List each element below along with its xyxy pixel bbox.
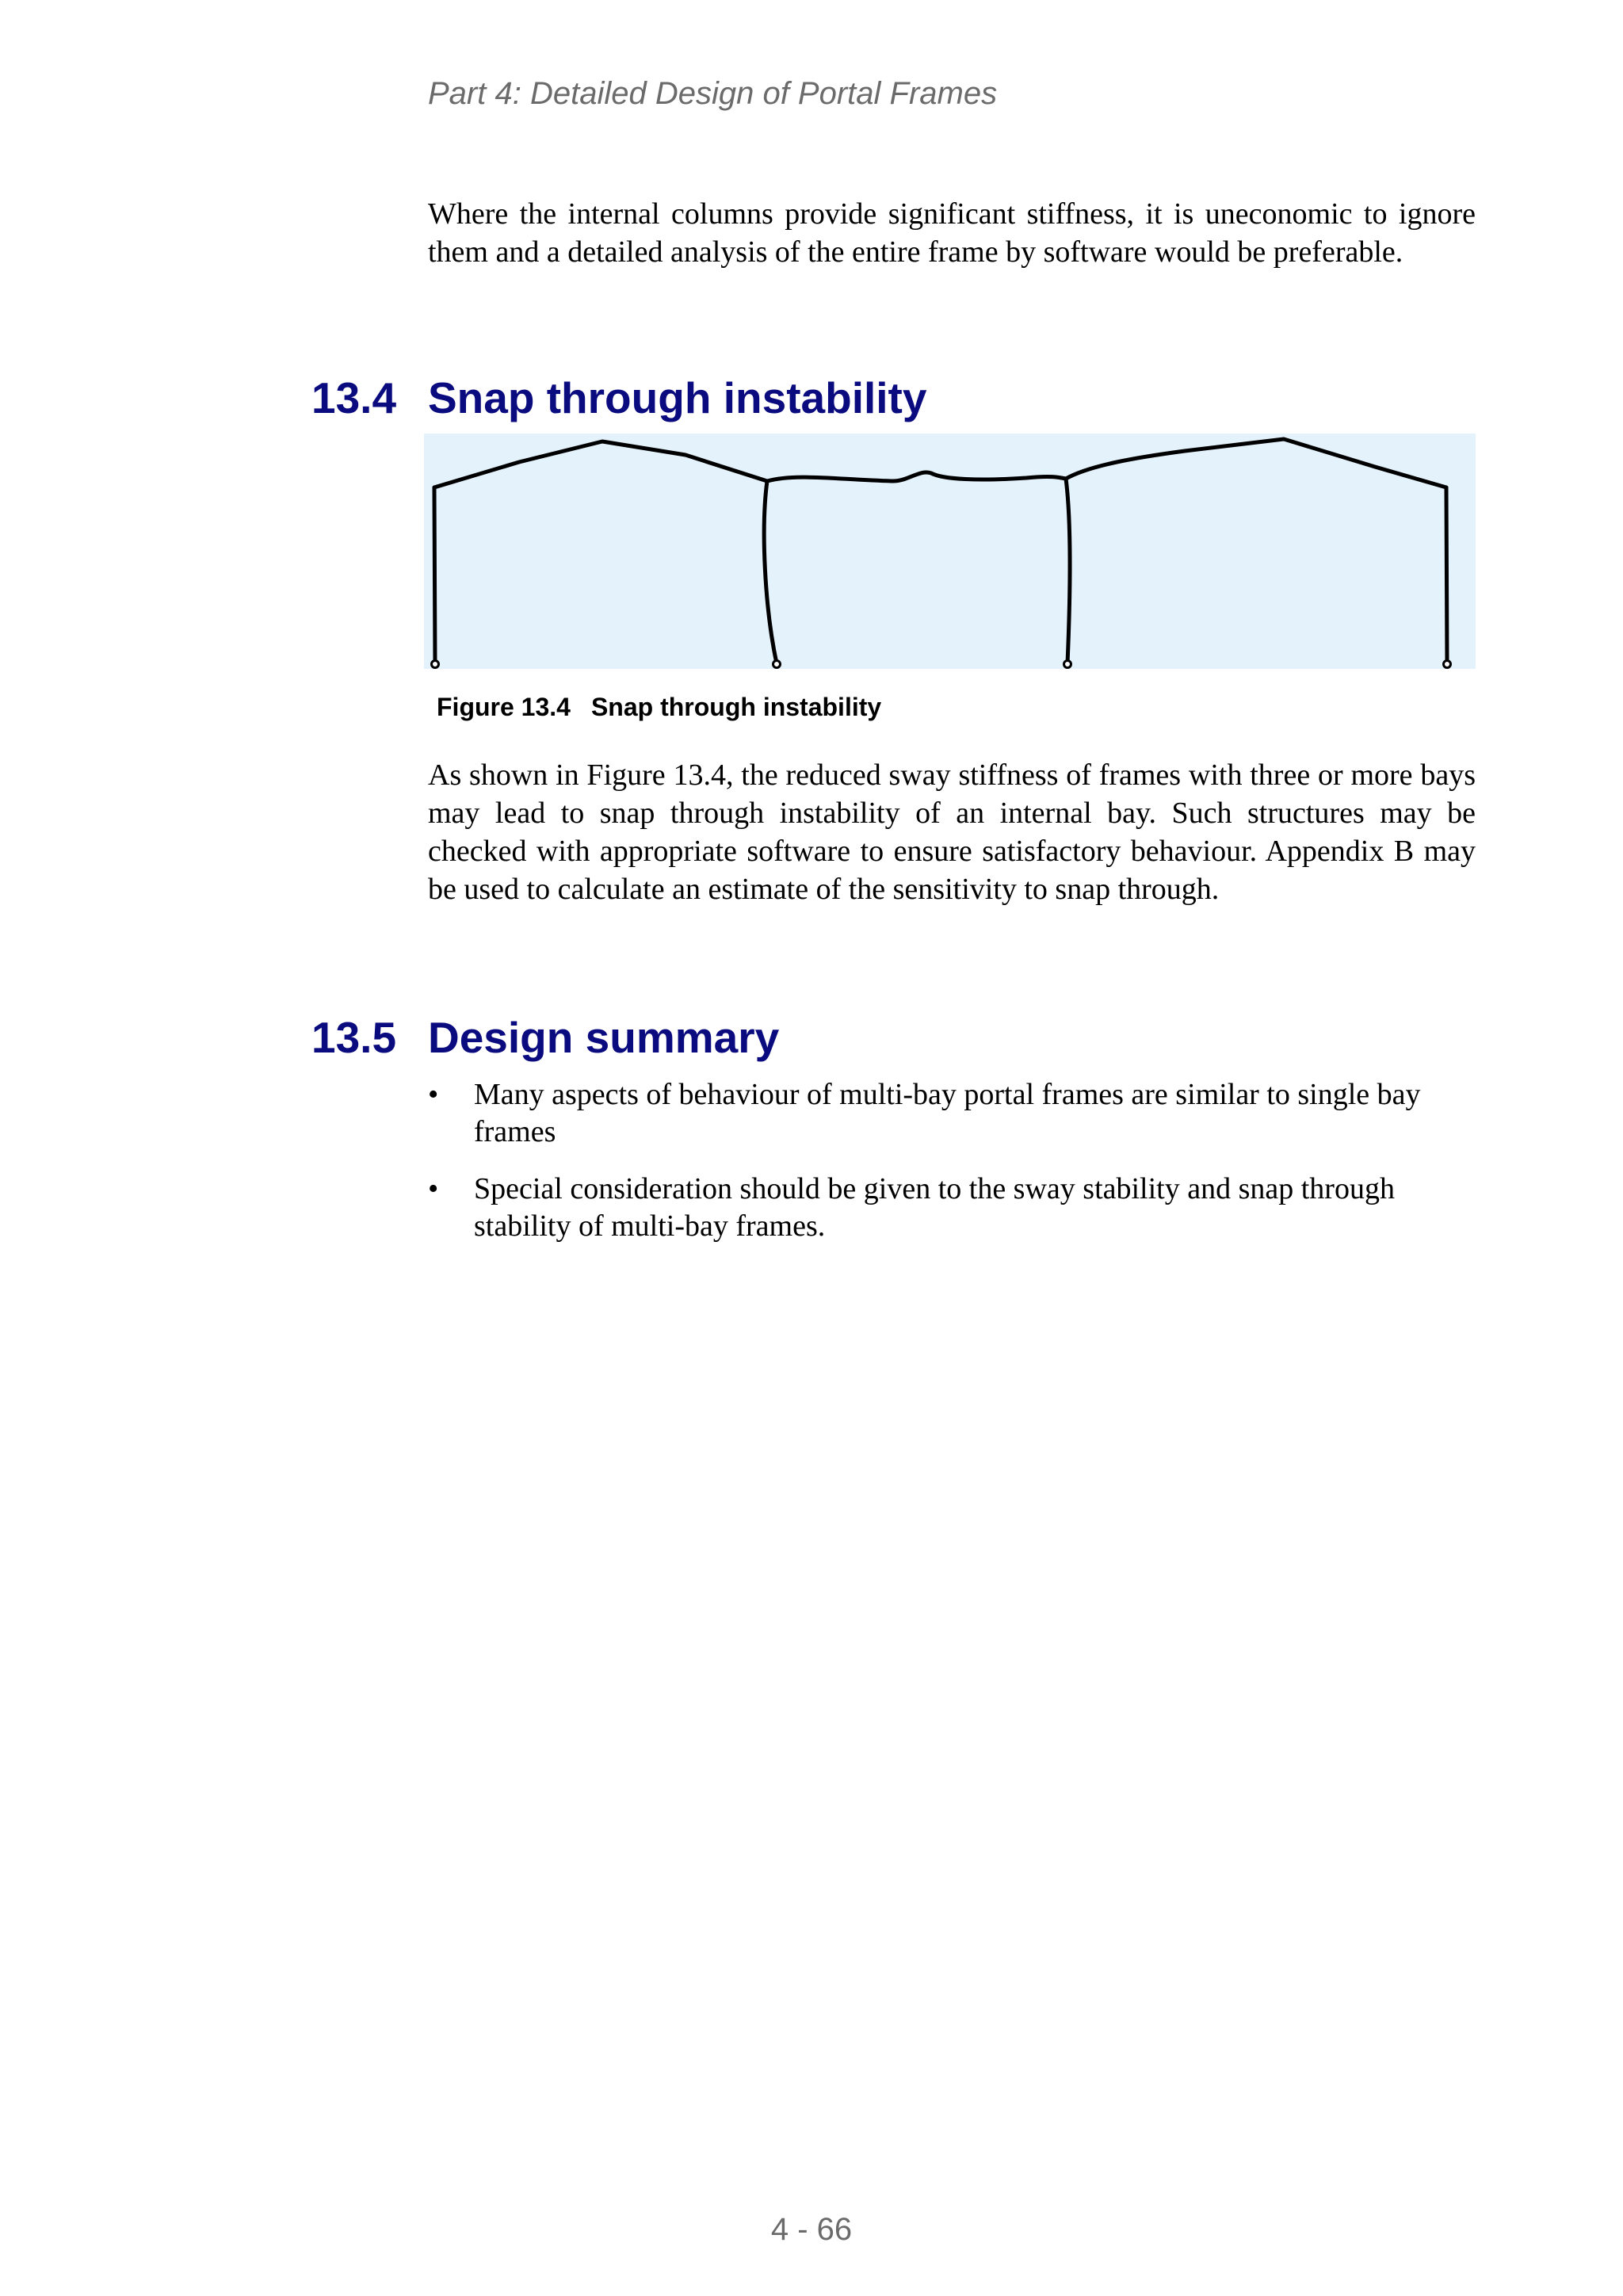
section-heading-13-5 [311, 1012, 779, 1063]
list-item-text: Special consideration should be given to the sway stability and snap through stability of multi-bay frames. [474, 1172, 1395, 1243]
pin-support-1 [432, 661, 439, 668]
pin-support-3 [1064, 661, 1071, 668]
list-item [428, 1076, 1476, 1151]
section-number: 13.5 [311, 1013, 397, 1062]
figure-caption-text: Snap through instability [590, 693, 882, 721]
figure-label: Figure 13.4 [437, 693, 571, 721]
list-item [428, 1171, 1476, 1245]
deformed-frame-drawing [424, 434, 1476, 669]
snap-through-figure [424, 434, 1476, 669]
column-3 [1066, 479, 1070, 663]
column-2 [764, 481, 777, 663]
section-number: 13.4 [311, 373, 397, 422]
section-title: Snap through instability [428, 373, 927, 422]
left-bay-rafter [434, 441, 767, 487]
pin-support-4 [1444, 661, 1451, 668]
running-header: Part 4: Detailed Design of Portal Frames [428, 76, 998, 111]
section-13-4-paragraph: As shown in Figure 13.4, the reduced sway stiffness of frames with three or more bays may lead to snap through instability of an internal bay. Such structures may be checked with appropriate software to ensure satisfactory behaviour. Appendix B may be used to calculate an estimate of the sensitivity to snap through. [428, 758, 1476, 906]
intro-paragraph: Where the internal columns provide significant stiffness, it is uneconomic to ignore them and a detailed analysis of the entire frame by software would be preferable. [428, 197, 1476, 269]
column-4 [1446, 487, 1447, 663]
column-1 [434, 487, 435, 663]
pin-support-2 [773, 661, 781, 668]
figure-caption [437, 693, 881, 722]
list-item-text: Many aspects of behaviour of multi-bay portal frames are similar to single bay frames [474, 1078, 1421, 1148]
right-bay-rafter [1066, 439, 1446, 487]
bullet-icon: • [428, 1078, 439, 1111]
section-title: Design summary [428, 1013, 780, 1062]
bullet-icon: • [428, 1172, 439, 1205]
section-heading-13-4 [311, 372, 926, 423]
internal-bay-rafter [767, 472, 1066, 481]
design-summary-list [428, 1076, 1476, 1265]
page-number: 4 - 66 [770, 2212, 853, 2247]
